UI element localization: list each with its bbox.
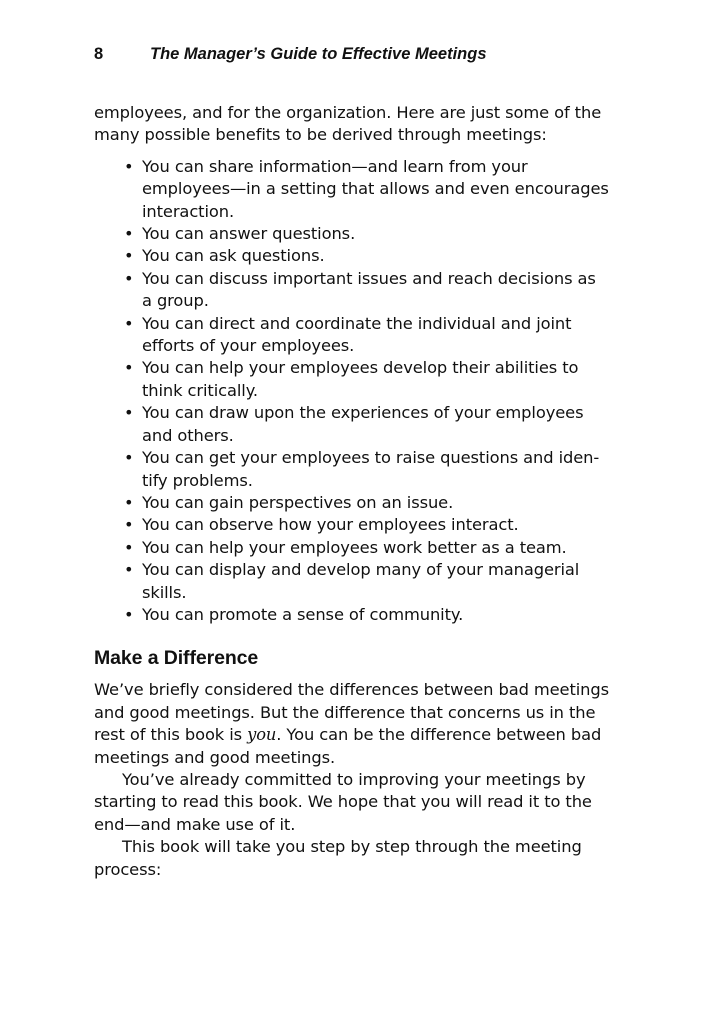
page-body xyxy=(94,102,610,881)
intro-paragraph: employees, and for the organization. Here are just some of the many possible benefits to be derived through meetings: xyxy=(94,103,602,145)
list-item: • You can help your employees develop their abilities to think critically. xyxy=(142,357,610,402)
book-title: The Manager’s Guide to Effective Meetings xyxy=(150,45,487,63)
list-item: • You can promote a sense of community. xyxy=(142,604,610,626)
list-item: • You can direct and coordinate the individual and joint efforts of your employees. xyxy=(142,313,610,358)
section-heading: Make a Difference xyxy=(94,647,259,670)
list-item: • You can help your employees work better as a team. xyxy=(142,537,610,559)
list-item: • You can get your employees to raise questions and identify problems. xyxy=(142,447,610,492)
page-number: 8 xyxy=(94,45,104,63)
section-paragraph-2: You’ve already committed to improving your meetings by starting to read this book. We hope that you will read it to the end—and make use of it. xyxy=(94,769,592,834)
paragraph-text: We’ve briefly considered the differences between bad meetings and good meetings. But the difference that concerns us in the rest of this book is xyxy=(94,680,610,745)
section-paragraph-1 xyxy=(94,679,610,769)
benefits-list xyxy=(94,156,610,627)
list-item: • You can observe how your employees interact. xyxy=(142,514,610,536)
list-item: • You can gain perspectives on an issue. xyxy=(142,492,610,514)
section-paragraph-3: This book will take you step by step through the meeting process: xyxy=(94,837,582,879)
list-item: • You can draw upon the experiences of your employees and others. xyxy=(142,402,610,447)
list-item: • You can share information—and learn from your employees—in a setting that allows and even encourages interaction. xyxy=(142,156,610,223)
list-item: • You can ask questions. xyxy=(142,245,610,267)
running-head xyxy=(94,45,487,64)
list-item: • You can discuss important issues and reach decisions as a group. xyxy=(142,268,610,313)
list-item: • You can display and develop many of your managerial skills. xyxy=(142,559,610,604)
paragraph-text: . You can be the difference between bad meetings and good meetings. xyxy=(94,725,602,767)
list-item: • You can answer questions. xyxy=(142,223,610,245)
emphasis-text: you xyxy=(247,725,277,745)
